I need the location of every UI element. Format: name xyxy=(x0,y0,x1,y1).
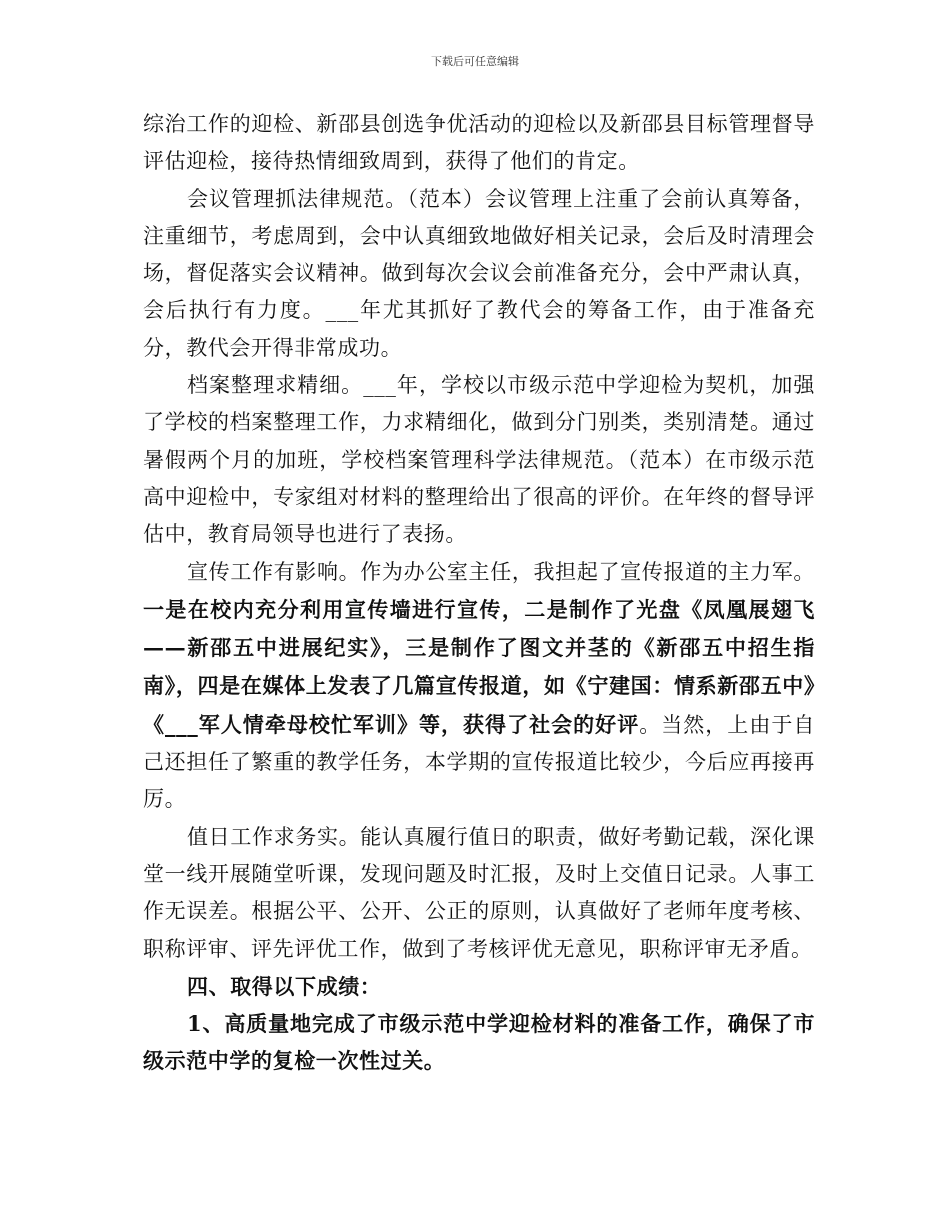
document-body xyxy=(143,106,815,1080)
section-heading-achievements: 四、取得以下成绩： xyxy=(187,973,382,999)
publicity-intro-text: 宣传工作有影响。作为办公室主任，我担起了宣传报道的主力军。 xyxy=(187,559,815,584)
publicity-bold-text: 一是在校内充分利用宣传墙进行宣传，二是制作了光盘《凤凰展翅飞——新邵五中进展纪实》，三是制作了图文并茎的《新邵五中招生指南》，四是在媒体上发表了几篇宣传报道，如《宁建国：情系新邵五中》《___军人情牵母校忙军训》等，获得了社会的好评 xyxy=(143,596,815,737)
publicity-closing-text: 。当然，上由于自己还担任了繁重的教学任务，本学期的宣传报道比较少，今后应再接再厉。 xyxy=(143,712,815,812)
paragraph-meeting-management: 会议管理抓法律规范。（范本）会议管理上注重了会前认真筹备，注重细节，考虑周到，会中认真细致地做好相关记录，会后及时清理会场，督促落实会议精神。做到每次会议会前准备充分，会中严肃认真，会后执行有力度。___年尤其抓好了教代会的筹备工作，由于准备充分，教代会开得非常成功。 xyxy=(143,186,815,360)
paragraph-inspection: 综治工作的迎检、新邵县创选争优活动的迎检以及新邵县目标管理督导评估迎检，接待热情细致周到，获得了他们的肯定。 xyxy=(143,112,815,174)
paragraph-publicity xyxy=(143,554,815,819)
paragraph-duty-work: 值日工作求务实。能认真履行值日的职责，做好考勤记载，深化课堂一线开展随堂听课，发现问题及时汇报，及时上交值日记录。人事工作无误差。根据公平、公开、公正的原则，认真做好了老师年度考核、职称评审、评先评优工作，做到了考核评优无意见，职称评审无矛盾。 xyxy=(143,824,815,961)
page-header-note: 下载后可任意编辑 xyxy=(431,55,519,68)
paragraph-archive-management: 档案整理求精细。___年，学校以市级示范中学迎检为契机，加强了学校的档案整理工作，力求精细化，做到分门别类，类别清楚。通过暑假两个月的加班，学校档案管理科学法律规范。（范本）在市级示范高中迎检中，专家组对材料的整理给出了很高的评价。在年终的督导评估中，教育局领导也进行了表扬。 xyxy=(143,373,815,547)
achievement-item-1: 1、高质量地完成了市级示范中学迎检材料的准备工作，确保了市级示范中学的复检一次性过关。 xyxy=(143,1011,815,1074)
